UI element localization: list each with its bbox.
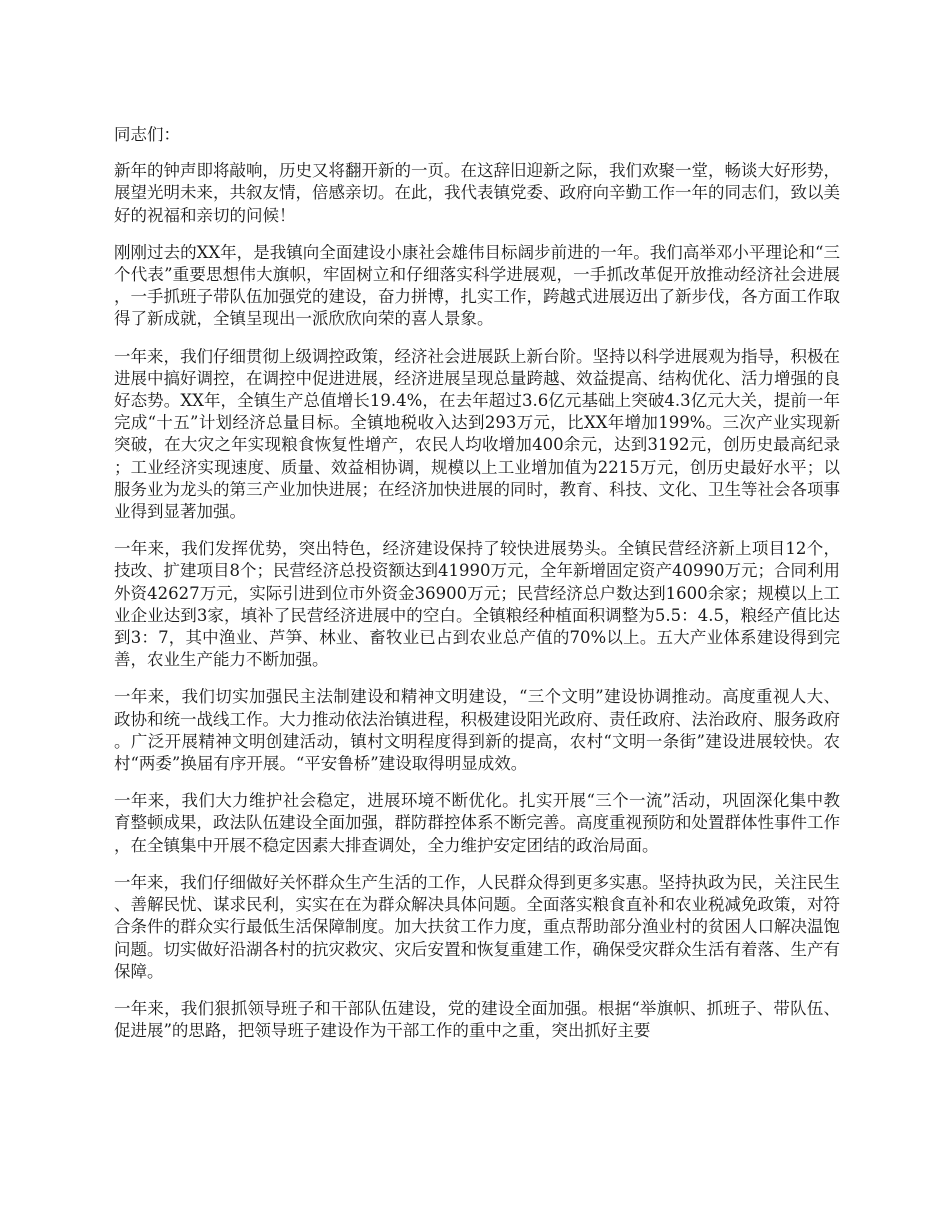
paragraph-private-economy: 一年来，我们发挥优势，突出特色，经济建设保持了较快进展势头。全镇民营经济新上项目12个，技改、扩建项目8个；民营经济总投资额达到41990万元，全年新增固定资产40990万元；合同利用外资42627万元，实际引进到位市外资金36900万元；民营经济总户数达到1600余家；规模以上工业企业达到3家，填补了民营经济进展中的空白。全镇粮经种植面积调整为5.5：4.5，粮经产值比达到3：7，其中渔业、芦笋、林业、畜牧业已占到农业总产值的70%以上。五大产业体系建设得到完善，农业生产能力不断加强。: [114, 539, 840, 670]
paragraph-party-building: 一年来，我们狠抓领导班子和干部队伍建设，党的建设全面加强。根据“举旗帜、抓班子、带队伍、促进展”的思路，把领导班子建设作为干部工作的重中之重，突出抓好主要: [114, 998, 840, 1041]
document-body: [114, 124, 840, 1057]
paragraph-democracy: 一年来，我们切实加强民主法制建设和精神文明建设，“三个文明”建设协调推动。高度重视人大、政协和统一战线工作。大力推动依法治镇进程，积极建设阳光政府、责任政府、法治政府、服务政府。广泛开展精神文明创建活动，镇村文明程度得到新的提高，农村“文明一条街”建设进展较快。农村“两委”换届有序开展。“平安鲁桥”建设取得明显成效。: [114, 687, 840, 774]
salutation: 同志们：: [114, 125, 180, 144]
paragraph-economy: 一年来，我们仔细贯彻上级调控政策，经济社会进展跃上新台阶。坚持以科学进展观为指导，积极在进展中搞好调控，在调控中促进进展，经济进展呈现总量跨越、效益提高、结构优化、活力增强的良好态势。XX年，全镇生产总值增长19.4%，在去年超过3.6亿元基础上突破4.3亿元大关，提前一年完成“十五”计划经济总量目标。全镇地税收入达到293万元，比XX年增加199%。三次产业实现新突破，在大灾之年实现粮食恢复性增产，农民人均收增加400余元，达到3192元，创历史最高纪录；工业经济实现速度、质量、效益相协调，规模以上工业增加值为2215万元，创历史最好水平；以服务业为龙头的第三产业加快进展；在经济加快进展的同时，教育、科技、文化、卫生等社会各项事业得到显著加强。: [114, 346, 840, 522]
paragraph-greeting: 新年的钟声即将敲响，历史又将翻开新的一页。在这辞旧迎新之际，我们欢聚一堂，畅谈大好形势，展望光明未来，共叙友情，倍感亲切。在此，我代表镇党委、政府向辛勤工作一年的同志们，致以美好的祝福和亲切的问候！: [114, 161, 840, 225]
paragraph-year-review: 刚刚过去的XX年，是我镇向全面建设小康社会雄伟目标阔步前进的一年。我们高举邓小平理论和“三个代表”重要思想伟大旗帜，牢固树立和仔细落实科学进展观，一手抓改革促开放推动经济社会进展，一手抓班子带队伍加强党的建设，奋力拼博，扎实工作，跨越式进展迈出了新步伐，各方面工作取得了新成就，全镇呈现出一派欣欣向荣的喜人景象。: [114, 242, 840, 329]
paragraph-stability: 一年来，我们大力维护社会稳定，进展环境不断优化。扎实开展“三个一流”活动，巩固深化集中教育整顿成果，政法队伍建设全面加强，群防群控体系不断完善。高度重视预防和处置群体性事件工作，在全镇集中开展不稳定因素大排查调处，全力维护安定团结的政治局面。: [114, 791, 840, 855]
paragraph-livelihood: 一年来，我们仔细做好关怀群众生产生活的工作，人民群众得到更多实惠。坚持执政为民，关注民生、善解民忧、谋求民利，实实在在为群众解决具体问题。全面落实粮食直补和农业税减免政策，对符合条件的群众实行最低生活保障制度。加大扶贫工作力度，重点帮助部分渔业村的贫困人口解决温饱问题。切实做好沿湖各村的抗灾救灾、灾后安置和恢复重建工作，确保受灾群众生活有着落、生产有保障。: [114, 872, 840, 981]
